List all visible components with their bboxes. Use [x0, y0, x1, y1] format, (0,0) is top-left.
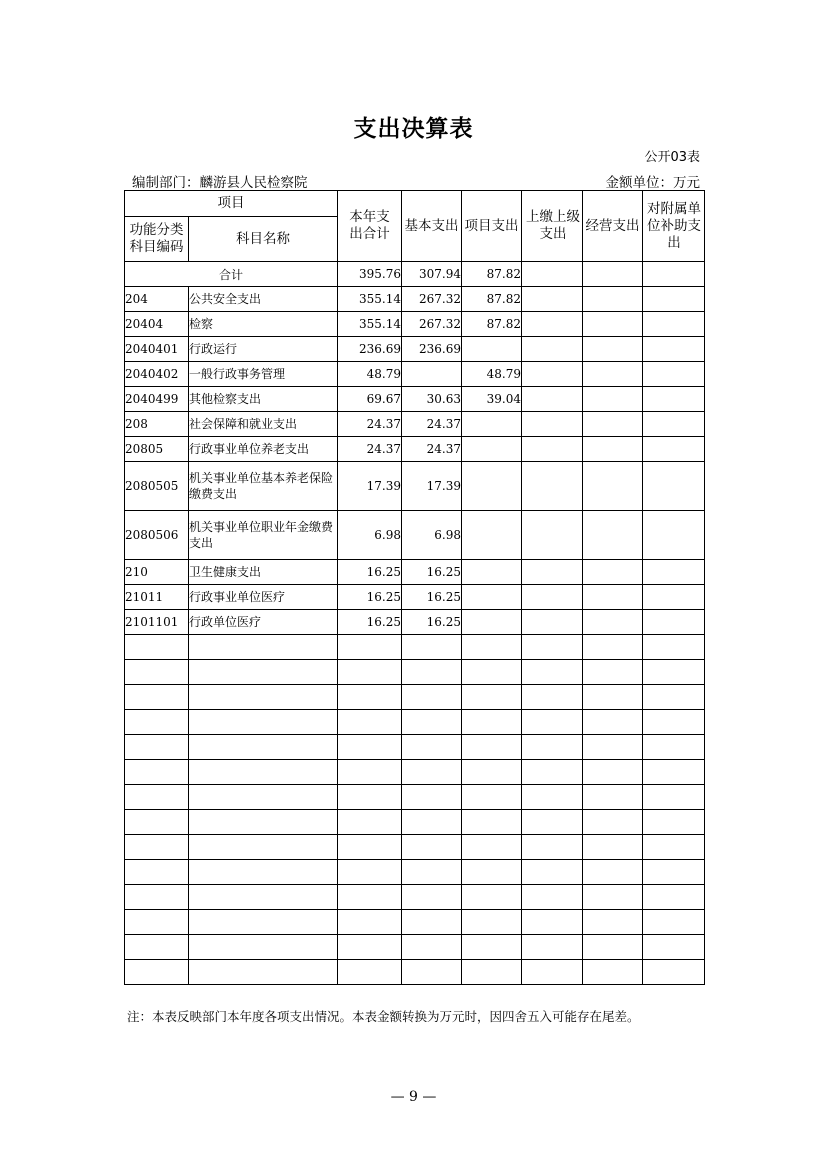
row-basic: 6.98: [402, 511, 462, 560]
total-label: 合计: [125, 262, 338, 287]
empty-row: [125, 860, 705, 885]
row-basic: 16.25: [402, 610, 462, 635]
row-project: [462, 560, 522, 585]
row-basic: 17.39: [402, 462, 462, 511]
empty-cell: [583, 685, 643, 710]
row-project: [462, 610, 522, 635]
row-code: 2101101: [125, 610, 189, 635]
empty-cell: [338, 735, 402, 760]
empty-cell: [125, 910, 189, 935]
empty-cell: [522, 785, 583, 810]
department-label: 编制部门：: [132, 175, 200, 191]
row-code: 210: [125, 560, 189, 585]
department-line: [132, 171, 308, 191]
row-code: 21011: [125, 585, 189, 610]
empty-cell: [338, 835, 402, 860]
empty-row: [125, 935, 705, 960]
table-row: [125, 437, 705, 462]
empty-cell: [189, 860, 338, 885]
header-subject-name: 科目名称: [189, 217, 338, 262]
empty-cell: [402, 885, 462, 910]
page-number: — 9 —: [390, 1089, 437, 1105]
empty-cell: [583, 635, 643, 660]
empty-cell: [462, 810, 522, 835]
table-row: [125, 337, 705, 362]
row-upper: [522, 462, 583, 511]
empty-cell: [402, 660, 462, 685]
row-total: 16.25: [338, 560, 402, 585]
empty-cell: [125, 810, 189, 835]
table-row: [125, 312, 705, 337]
empty-cell: [402, 960, 462, 985]
row-operating: [583, 610, 643, 635]
row-code: 20805: [125, 437, 189, 462]
row-name: 机关事业单位职业年金缴费支出: [189, 511, 338, 560]
empty-cell: [338, 935, 402, 960]
empty-row: [125, 660, 705, 685]
empty-cell: [643, 935, 705, 960]
empty-cell: [189, 760, 338, 785]
row-upper: [522, 437, 583, 462]
row-subsidy: [643, 511, 705, 560]
row-upper: [522, 511, 583, 560]
row-code: 2040401: [125, 337, 189, 362]
empty-cell: [402, 860, 462, 885]
empty-cell: [583, 735, 643, 760]
row-operating: [583, 462, 643, 511]
row-total: 16.25: [338, 585, 402, 610]
table-row: [125, 462, 705, 511]
table-row: [125, 362, 705, 387]
row-project: [462, 462, 522, 511]
empty-cell: [338, 860, 402, 885]
empty-cell: [643, 760, 705, 785]
empty-cell: [583, 835, 643, 860]
total-operating: [583, 262, 643, 287]
row-upper: [522, 560, 583, 585]
empty-cell: [189, 710, 338, 735]
row-project: [462, 437, 522, 462]
row-code: 2040499: [125, 387, 189, 412]
empty-cell: [522, 960, 583, 985]
empty-row: [125, 885, 705, 910]
empty-cell: [189, 935, 338, 960]
empty-cell: [643, 635, 705, 660]
total-subsidy: [643, 262, 705, 287]
empty-cell: [125, 860, 189, 885]
row-operating: [583, 387, 643, 412]
expenditure-table: [124, 190, 705, 985]
row-operating: [583, 560, 643, 585]
row-name: 卫生健康支出: [189, 560, 338, 585]
row-subsidy: [643, 312, 705, 337]
row-code: 2080506: [125, 511, 189, 560]
empty-cell: [189, 885, 338, 910]
total-basic: 307.94: [402, 262, 462, 287]
empty-cell: [402, 760, 462, 785]
row-subsidy: [643, 362, 705, 387]
empty-cell: [338, 685, 402, 710]
empty-cell: [338, 710, 402, 735]
row-operating: [583, 511, 643, 560]
empty-cell: [583, 960, 643, 985]
empty-row: [125, 735, 705, 760]
empty-rows: [125, 635, 705, 985]
empty-cell: [522, 635, 583, 660]
empty-cell: [402, 785, 462, 810]
row-subsidy: [643, 387, 705, 412]
row-name: 其他检察支出: [189, 387, 338, 412]
empty-cell: [462, 860, 522, 885]
header-project: 项目支出: [462, 191, 522, 262]
empty-cell: [402, 735, 462, 760]
row-subsidy: [643, 585, 705, 610]
row-project: [462, 585, 522, 610]
table-row: [125, 610, 705, 635]
empty-cell: [125, 760, 189, 785]
row-basic: 16.25: [402, 585, 462, 610]
row-basic: 236.69: [402, 337, 462, 362]
empty-cell: [643, 860, 705, 885]
form-number: 公开03表: [644, 150, 700, 165]
empty-row: [125, 710, 705, 735]
empty-cell: [643, 660, 705, 685]
empty-cell: [462, 660, 522, 685]
total-project: 87.82: [462, 262, 522, 287]
row-name: 检察: [189, 312, 338, 337]
empty-cell: [125, 635, 189, 660]
empty-cell: [583, 885, 643, 910]
row-project: [462, 511, 522, 560]
empty-cell: [583, 760, 643, 785]
row-upper: [522, 312, 583, 337]
row-basic: 24.37: [402, 412, 462, 437]
row-total: 355.14: [338, 287, 402, 312]
empty-cell: [522, 810, 583, 835]
empty-cell: [338, 660, 402, 685]
row-project: [462, 412, 522, 437]
empty-row: [125, 635, 705, 660]
empty-row: [125, 685, 705, 710]
empty-cell: [522, 685, 583, 710]
row-project: 39.04: [462, 387, 522, 412]
row-subsidy: [643, 610, 705, 635]
empty-cell: [583, 810, 643, 835]
row-subsidy: [643, 437, 705, 462]
empty-cell: [462, 635, 522, 660]
empty-cell: [338, 760, 402, 785]
empty-cell: [643, 960, 705, 985]
row-operating: [583, 412, 643, 437]
empty-cell: [583, 785, 643, 810]
empty-cell: [189, 785, 338, 810]
empty-cell: [189, 685, 338, 710]
empty-cell: [402, 635, 462, 660]
row-total: 17.39: [338, 462, 402, 511]
empty-cell: [462, 710, 522, 735]
empty-cell: [522, 735, 583, 760]
empty-row: [125, 910, 705, 935]
empty-cell: [462, 910, 522, 935]
empty-cell: [462, 785, 522, 810]
header-item: 项目: [125, 191, 338, 217]
row-total: 24.37: [338, 412, 402, 437]
empty-cell: [643, 710, 705, 735]
row-basic: 16.25: [402, 560, 462, 585]
header-operating: 经营支出: [583, 191, 643, 262]
row-code: 2080505: [125, 462, 189, 511]
row-total: 16.25: [338, 610, 402, 635]
empty-cell: [643, 685, 705, 710]
row-name: 行政事业单位养老支出: [189, 437, 338, 462]
empty-cell: [583, 935, 643, 960]
empty-cell: [338, 635, 402, 660]
row-code: 204: [125, 287, 189, 312]
empty-cell: [462, 760, 522, 785]
amount-unit: 金额单位：万元: [605, 175, 700, 191]
row-subsidy: [643, 337, 705, 362]
empty-cell: [125, 785, 189, 810]
row-operating: [583, 337, 643, 362]
row-basic: [402, 362, 462, 387]
row-operating: [583, 312, 643, 337]
empty-cell: [522, 910, 583, 935]
empty-cell: [125, 660, 189, 685]
row-upper: [522, 610, 583, 635]
table-row: [125, 585, 705, 610]
header-upper: 上缴上级支出: [522, 191, 583, 262]
empty-cell: [338, 785, 402, 810]
header-total: 本年支出合计: [338, 191, 402, 262]
empty-cell: [125, 960, 189, 985]
empty-cell: [522, 660, 583, 685]
row-project: 48.79: [462, 362, 522, 387]
row-total: 24.37: [338, 437, 402, 462]
empty-cell: [462, 835, 522, 860]
empty-cell: [402, 810, 462, 835]
header-subsidy: 对附属单位补助支出: [643, 191, 705, 262]
empty-cell: [125, 735, 189, 760]
empty-cell: [462, 935, 522, 960]
empty-cell: [402, 710, 462, 735]
empty-cell: [522, 710, 583, 735]
empty-cell: [402, 935, 462, 960]
row-upper: [522, 287, 583, 312]
empty-cell: [125, 835, 189, 860]
empty-cell: [522, 935, 583, 960]
row-upper: [522, 585, 583, 610]
empty-cell: [462, 735, 522, 760]
empty-cell: [338, 885, 402, 910]
empty-cell: [522, 885, 583, 910]
row-operating: [583, 437, 643, 462]
row-code: 20404: [125, 312, 189, 337]
row-total: 236.69: [338, 337, 402, 362]
empty-row: [125, 960, 705, 985]
row-subsidy: [643, 462, 705, 511]
table-row: [125, 560, 705, 585]
table-note: 注：本表反映部门本年度各项支出情况。本表金额转换为万元时，因四舍五入可能存在尾差。: [127, 1009, 640, 1024]
total-amount: 395.76: [338, 262, 402, 287]
header-func-code: 功能分类科目编码: [125, 217, 189, 262]
empty-cell: [125, 685, 189, 710]
table-row: [125, 511, 705, 560]
row-basic: 267.32: [402, 312, 462, 337]
empty-cell: [643, 885, 705, 910]
empty-cell: [583, 710, 643, 735]
row-operating: [583, 585, 643, 610]
empty-cell: [125, 885, 189, 910]
row-upper: [522, 412, 583, 437]
row-project: 87.82: [462, 312, 522, 337]
row-name: 行政单位医疗: [189, 610, 338, 635]
row-total: 69.67: [338, 387, 402, 412]
empty-cell: [522, 860, 583, 885]
row-name: 一般行政事务管理: [189, 362, 338, 387]
row-operating: [583, 287, 643, 312]
row-basic: 24.37: [402, 437, 462, 462]
empty-row: [125, 835, 705, 860]
empty-cell: [189, 835, 338, 860]
row-project: 87.82: [462, 287, 522, 312]
row-operating: [583, 362, 643, 387]
empty-cell: [643, 835, 705, 860]
empty-cell: [125, 935, 189, 960]
row-code: 2040402: [125, 362, 189, 387]
empty-cell: [338, 960, 402, 985]
empty-cell: [402, 910, 462, 935]
empty-cell: [583, 660, 643, 685]
empty-cell: [125, 710, 189, 735]
row-name: 公共安全支出: [189, 287, 338, 312]
row-upper: [522, 362, 583, 387]
empty-cell: [643, 810, 705, 835]
empty-cell: [189, 960, 338, 985]
total-upper: [522, 262, 583, 287]
empty-cell: [462, 885, 522, 910]
empty-cell: [402, 685, 462, 710]
row-name: 社会保障和就业支出: [189, 412, 338, 437]
empty-cell: [402, 835, 462, 860]
row-upper: [522, 387, 583, 412]
empty-cell: [583, 860, 643, 885]
empty-cell: [643, 735, 705, 760]
row-basic: 30.63: [402, 387, 462, 412]
empty-cell: [338, 910, 402, 935]
empty-cell: [338, 810, 402, 835]
empty-cell: [462, 960, 522, 985]
empty-cell: [189, 660, 338, 685]
row-project: [462, 337, 522, 362]
empty-row: [125, 810, 705, 835]
row-subsidy: [643, 560, 705, 585]
row-code: 208: [125, 412, 189, 437]
empty-cell: [189, 735, 338, 760]
empty-cell: [583, 910, 643, 935]
empty-row: [125, 760, 705, 785]
empty-cell: [189, 810, 338, 835]
row-name: 机关事业单位基本养老保险缴费支出: [189, 462, 338, 511]
total-row: [125, 262, 705, 287]
empty-cell: [189, 635, 338, 660]
empty-cell: [189, 910, 338, 935]
table-row: [125, 412, 705, 437]
row-basic: 267.32: [402, 287, 462, 312]
row-subsidy: [643, 287, 705, 312]
row-name: 行政事业单位医疗: [189, 585, 338, 610]
empty-cell: [643, 910, 705, 935]
row-subsidy: [643, 412, 705, 437]
empty-cell: [643, 785, 705, 810]
header-basic: 基本支出: [402, 191, 462, 262]
row-total: 48.79: [338, 362, 402, 387]
page-title: 支出决算表: [353, 116, 474, 142]
department-name: 麟游县人民检察院: [199, 175, 308, 191]
empty-cell: [522, 760, 583, 785]
row-total: 6.98: [338, 511, 402, 560]
table-row: [125, 287, 705, 312]
table-row: [125, 387, 705, 412]
empty-cell: [462, 685, 522, 710]
empty-cell: [522, 835, 583, 860]
row-upper: [522, 337, 583, 362]
row-total: 355.14: [338, 312, 402, 337]
row-name: 行政运行: [189, 337, 338, 362]
empty-row: [125, 785, 705, 810]
